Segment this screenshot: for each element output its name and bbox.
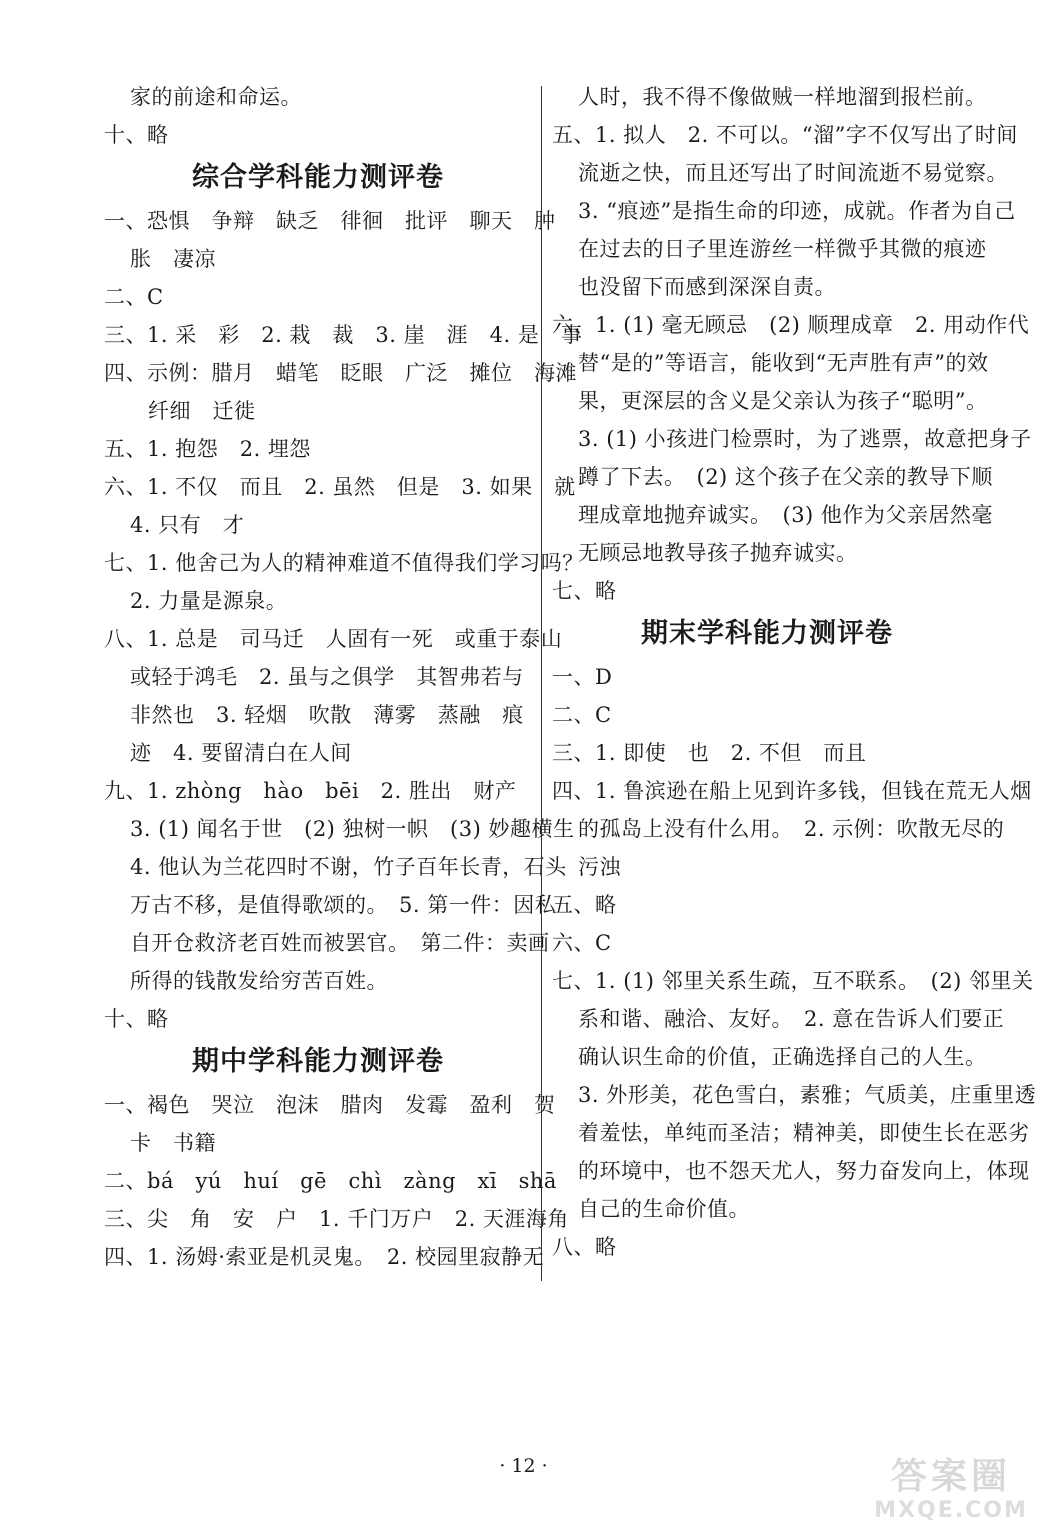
answer-line: 十、略 — [104, 1007, 169, 1031]
answer-line: 六、1. 不仅 而且 2. 虽然 但是 3. 如果 就 — [104, 475, 576, 499]
answer-line: 五、1. 拟人 2. 不可以。“溜”字不仅写出了时间 — [552, 123, 1018, 147]
answer-line: 自己的生命价值。 — [578, 1197, 750, 1221]
answer-line: 的环境中，也不怨天尤人，努力奋发向上，体现 — [578, 1159, 1030, 1183]
answer-line: 一、褐色 哭泣 泡沫 腊肉 发霉 盈利 贺 — [104, 1093, 556, 1117]
answer-line: 七、1. (1) 邻里关系生疏，互不联系。 (2) 邻里关 — [552, 969, 1034, 993]
answer-line: 五、略 — [552, 893, 617, 917]
answer-line: 自开仓救济老百姓而被罢官。 第二件：卖画 — [130, 931, 550, 955]
answer-line: 理成章地抛弃诚实。 (3) 他作为父亲居然毫 — [578, 503, 993, 527]
answer-line: 三、尖 角 安 户 1. 千门万户 2. 天涯海角 — [104, 1207, 569, 1231]
answer-line: 二、bá yú huí gē chì zàng xī shā — [104, 1169, 557, 1193]
answer-line: 果，更深层的含义是父亲认为孩子“聪明”。 — [578, 389, 988, 413]
answer-line: 着羞怯，单纯而圣洁；精神美，即使生长在恶劣 — [578, 1121, 1030, 1145]
watermark-text: 答案圈 — [890, 1456, 1011, 1497]
answer-line: 非然也 3. 轻烟 吹散 薄雾 蒸融 痕 — [130, 703, 524, 727]
answer-line: 4. 他认为兰花四时不谢，竹子百年长青，石头 — [130, 855, 567, 879]
answer-line: 七、略 — [552, 579, 617, 603]
answer-line: 七、1. 他舍己为人的精神难道不值得我们学习吗？ — [104, 551, 584, 575]
answer-line: 3. “痕迹”是指生命的印迹，成就。作者为自己 — [578, 199, 1016, 223]
answer-line: 一、恐惧 争辩 缺乏 徘徊 批评 聊天 肿 — [104, 209, 556, 233]
answer-line: 八、1. 总是 司马迁 人固有一死 或重于泰山 — [104, 627, 563, 651]
answer-line: 3. 外形美，花色雪白，素雅；气质美，庄重里透 — [578, 1083, 1037, 1107]
answer-line: 蹲了下去。 (2) 这个孩子在父亲的教导下顺 — [578, 465, 993, 489]
answer-line: 替“是的”等语言，能收到“无声胜有声”的效 — [578, 351, 989, 375]
answer-line: 胀 凄凉 — [130, 247, 216, 271]
answer-line: 2. 力量是源泉。 — [130, 589, 288, 613]
watermark-logo — [866, 1448, 1036, 1528]
answer-line: 四、1. 鲁滨逊在船上见到许多钱，但钱在荒无人烟 — [552, 779, 1032, 803]
answer-line: 确认识生命的价值，正确选择自己的人生。 — [578, 1045, 987, 1069]
section-heading: 综合学科能力测评卷 — [192, 162, 444, 193]
answer-line: 二、C — [552, 703, 612, 727]
answer-line: 家的前途和命运。 — [130, 85, 302, 109]
answer-line: 九、1. zhòng hào bēi 2. 胜出 财产 — [104, 779, 517, 803]
right-column — [552, 78, 1037, 1266]
answer-line: 4. 只有 才 — [130, 513, 245, 537]
answer-line: 卡 书籍 — [130, 1131, 216, 1155]
answer-line: 四、示例：腊月 蜡笔 眨眼 广泛 摊位 海滩 — [104, 361, 577, 385]
answer-line: 二、C — [104, 285, 164, 309]
answer-line: 四、1. 汤姆·索亚是机灵鬼。 2. 校园里寂静无 — [104, 1245, 545, 1269]
answer-line: 六、C — [552, 931, 612, 955]
answer-line: 无顾忌地教导孩子抛弃诚实。 — [578, 541, 858, 565]
answer-line: 八、略 — [552, 1235, 617, 1259]
answer-line: 纤细 迁徙 — [148, 399, 256, 423]
section-heading: 期末学科能力测评卷 — [641, 618, 893, 649]
section-heading: 期中学科能力测评卷 — [192, 1046, 444, 1077]
column-divider — [541, 86, 542, 1281]
answer-line: 三、1. 采 彩 2. 栽 裁 3. 崖 涯 4. 是 事 — [104, 323, 583, 347]
answer-line: 系和谐、融洽、友好。 2. 意在告诉人们要正 — [578, 1007, 1005, 1031]
watermark-url: MXQE.COM — [874, 1498, 1028, 1523]
answer-line: 六、1. (1) 毫无顾忌 (2) 顺理成章 2. 用动作代 — [552, 313, 1030, 337]
answer-line: 一、D — [552, 665, 613, 689]
answer-line: 在过去的日子里连游丝一样微乎其微的痕迹 — [578, 237, 987, 261]
answer-line: 也没留下而感到深深自责。 — [578, 275, 836, 299]
answer-line: 十、略 — [104, 123, 169, 147]
answer-line: 的孤岛上没有什么用。 2. 示例：吹散无尽的 — [578, 817, 1005, 841]
answer-line: 流逝之快，而且还写出了时间流逝不易觉察。 — [578, 161, 1008, 185]
answer-line: 3. (1) 闻名于世 (2) 独树一帜 (3) 妙趣横生 — [130, 817, 575, 841]
answer-line: 污浊 — [578, 855, 621, 879]
answer-line: 或轻于鸿毛 2. 虽与之俱学 其智弗若与 — [130, 665, 524, 689]
page-number: · 12 · — [499, 1455, 548, 1477]
answer-line: 3. (1) 小孩进门检票时，为了逃票，故意把身子 — [578, 427, 1032, 451]
answer-line: 三、1. 即使 也 2. 不但 而且 — [552, 741, 867, 765]
answer-line: 所得的钱散发给穷苦百姓。 — [130, 969, 388, 993]
answer-line: 五、1. 抱怨 2. 埋怨 — [104, 437, 311, 461]
answer-line: 人时，我不得不像做贼一样地溜到报栏前。 — [578, 85, 987, 109]
answer-line: 万古不移，是值得歌颂的。 5. 第一件：因私 — [130, 893, 557, 917]
answer-line: 迹 4. 要留清白在人间 — [130, 741, 352, 765]
